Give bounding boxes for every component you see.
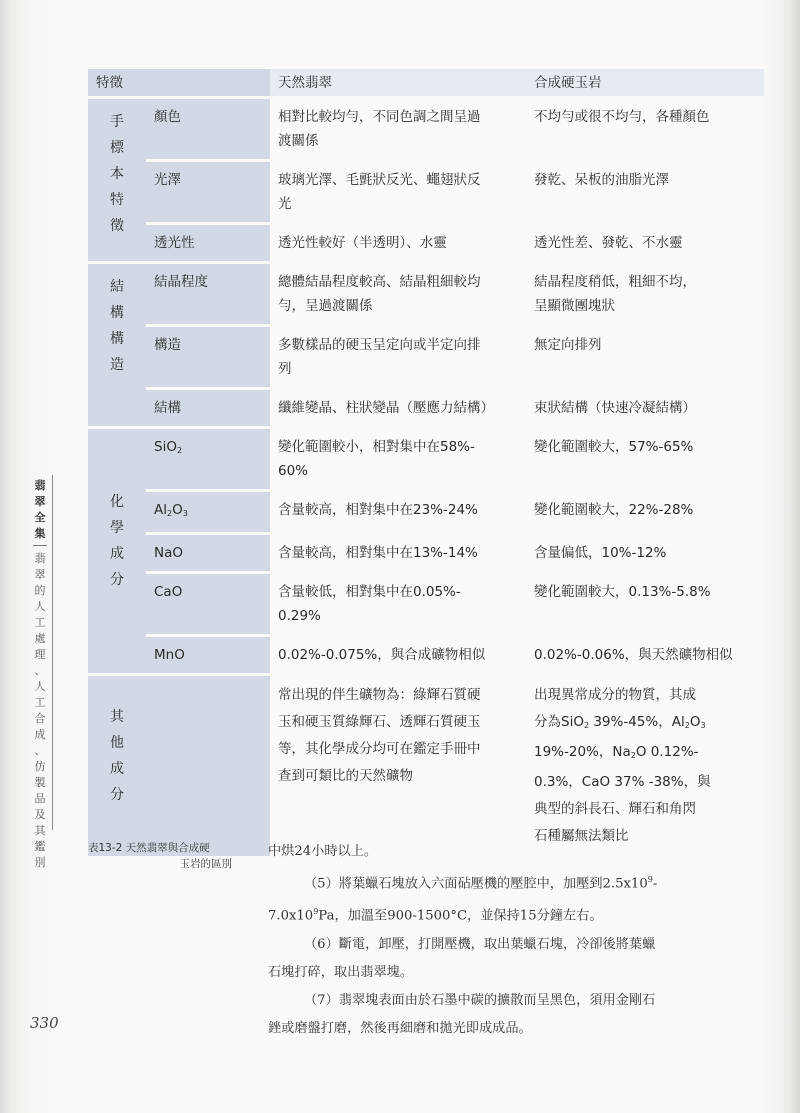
synthetic-cell: 變化範圍較大，22%-28% — [526, 491, 764, 534]
property-cell: 光澤 — [146, 161, 270, 224]
synthetic-cell: 束狀結構（快速冷凝結構） — [526, 389, 764, 428]
body-text — [268, 838, 758, 1043]
property-cell: $Al_2O_3$ — [146, 491, 270, 534]
chapter-title-char: 製 — [34, 776, 46, 789]
natural-cell: 纖維變晶、柱狀變晶（壓應力結構） — [270, 389, 526, 428]
natural-cell: 含量較高，相對集中在13%-14% — [270, 534, 526, 573]
comparison-table — [88, 66, 764, 856]
natural-cell: 總體結晶程度較高、結晶粗細較均 勻，呈過渡關係 — [270, 263, 526, 326]
table-row — [88, 675, 764, 857]
table-row — [88, 534, 764, 573]
chapter-title-char: 合 — [34, 712, 46, 725]
chapter-title-char: 翠 — [34, 568, 46, 581]
table-row — [88, 263, 764, 326]
book-title-char: 集 — [34, 527, 46, 540]
paragraph: $7.0x10^9Pa$，加溫至900-1500°C，並保持15分鐘左右。 — [268, 907, 603, 924]
natural-cell: 0.02%-0.075%，與合成礦物相似 — [270, 636, 526, 675]
property-cell: 結晶程度 — [146, 263, 270, 326]
synthetic-cell: 變化範圍較大，0.13%-5.8% — [526, 573, 764, 636]
synthetic-cell: 含量偏低，10%-12% — [526, 534, 764, 573]
category-structure: 結 構 構 造 — [88, 263, 146, 428]
property-cell: 構造 — [146, 326, 270, 389]
table-row — [88, 491, 764, 534]
chapter-title-char: 及 — [34, 808, 46, 821]
table-row — [88, 98, 764, 161]
chapter-title-char: 工 — [34, 696, 46, 709]
synthetic-cell: 不均勻或很不均勻，各種顏色 — [526, 98, 764, 161]
table-header-row — [88, 68, 764, 98]
category-hand-specimen: 手 標 本 特 徵 — [88, 98, 146, 263]
property-cell: NaO — [146, 534, 270, 573]
table-row — [88, 326, 764, 389]
property-cell: SiO$_2$ — [146, 428, 270, 491]
paragraph: 石塊打碎，取出翡翠塊。 — [268, 964, 414, 980]
header-synthetic: 合成硬玉岩 — [526, 68, 764, 98]
synthetic-cell: 變化範圍較大，57%-65% — [526, 428, 764, 491]
table-row — [88, 389, 764, 428]
property-cell: CaO — [146, 573, 270, 636]
table-row — [88, 636, 764, 675]
table-row — [88, 428, 764, 491]
table-caption: 表13-2 天然翡翠與合成硬 玉岩的區別 — [88, 842, 232, 870]
natural-cell: 玻璃光澤、毛氈狀反光、蠅翅狀反 光 — [270, 161, 526, 224]
header-feature: 特徵 — [88, 68, 270, 98]
synthetic-cell: 0.02%-0.06%，與天然礦物相似 — [526, 636, 764, 675]
natural-cell: 常出現的伴生礦物為：綠輝石質硬 玉和硬玉質綠輝石、透輝石質硬玉 等，其化學成分均可在鑑定手冊中 查到可類比的天然礦物 — [270, 675, 526, 857]
running-header-vertical — [32, 478, 48, 871]
property-cell — [146, 675, 270, 857]
category-other-components: 其 他 成 分 — [88, 675, 146, 857]
book-title-char: 翠 — [34, 495, 46, 508]
synthetic-cell: 結晶程度稍低，粗細不均， 呈顯微團塊狀 — [526, 263, 764, 326]
paragraph: （7）翡翠塊表面由於石墨中碳的擴散而呈黑色，須用金剛石 — [304, 992, 656, 1008]
table-row — [88, 573, 764, 636]
paragraph: （5）將葉蠟石塊放入六面砧壓機的壓腔中，加壓到$2.5x10^9-$ — [304, 875, 658, 892]
property-cell: 顏色 — [146, 98, 270, 161]
category-chemical-composition: 化 學 成 分 — [88, 428, 146, 675]
chapter-title-char: 品 — [34, 792, 46, 805]
chapter-title-char: 、 — [34, 664, 46, 677]
paragraph: （6）斷電，卸壓，打開壓機，取出葉蠟石塊，冷卻後將葉蠟 — [304, 936, 656, 952]
book-title-char: 全 — [34, 511, 46, 524]
chapter-title-char: 其 — [34, 824, 46, 837]
chapter-title-char: 處 — [34, 632, 46, 645]
chapter-title-char: 理 — [34, 648, 46, 661]
natural-cell: 多數樣品的硬玉呈定向或半定向排 列 — [270, 326, 526, 389]
page-number: 330 — [30, 1014, 59, 1032]
paragraph: 中烘24小時以上。 — [268, 844, 378, 859]
property-cell: 結構 — [146, 389, 270, 428]
table-row — [88, 161, 764, 224]
chapter-title-char: 的 — [34, 584, 46, 597]
table-row — [88, 224, 764, 263]
natural-cell: 相對比較均勻，不同色調之間呈過 渡關係 — [270, 98, 526, 161]
spine-divider — [52, 475, 53, 830]
chapter-title-char: 工 — [34, 616, 46, 629]
synthetic-cell: 發乾、呆板的油脂光澤 — [526, 161, 764, 224]
chapter-title-char: 成 — [34, 728, 46, 741]
synthetic-cell: 無定向排列 — [526, 326, 764, 389]
natural-cell: 透光性較好（半透明）、水靈 — [270, 224, 526, 263]
chapter-title-char: 人 — [34, 680, 46, 693]
page-edge-shadow — [780, 0, 800, 1113]
header-natural: 天然翡翠 — [270, 68, 526, 98]
natural-cell: 含量較低，相對集中在0.05%- 0.29% — [270, 573, 526, 636]
natural-cell: 變化範圍較小，相對集中在58%- 60% — [270, 428, 526, 491]
synthetic-cell: 出現異常成分的物質，其成 分為SiO$_2$ 39%-45%，$Al_2O_3$ 19%-20%，$Na_2O$ 0.12%- 0.3%，CaO 37% -38%，與 典型的斜長石、輝石和角閃 石種屬無法類比 — [526, 675, 764, 857]
paragraph: 銼或磨盤打磨，然後再細磨和拋光即成成品。 — [268, 1020, 532, 1036]
chapter-title-char: 人 — [34, 600, 46, 613]
chapter-title-char: 翡 — [34, 552, 46, 565]
spine-separator — [33, 545, 47, 546]
chapter-title-char: 、 — [34, 744, 46, 757]
book-title-char: 翡 — [34, 479, 46, 492]
property-cell: 透光性 — [146, 224, 270, 263]
natural-cell: 含量較高，相對集中在23%-24% — [270, 491, 526, 534]
chapter-title-char: 鑑 — [34, 840, 46, 853]
chapter-title-char: 仿 — [34, 760, 46, 773]
chapter-title-char: 別 — [34, 856, 46, 869]
property-cell: MnO — [146, 636, 270, 675]
synthetic-cell: 透光性差、發乾、不水靈 — [526, 224, 764, 263]
